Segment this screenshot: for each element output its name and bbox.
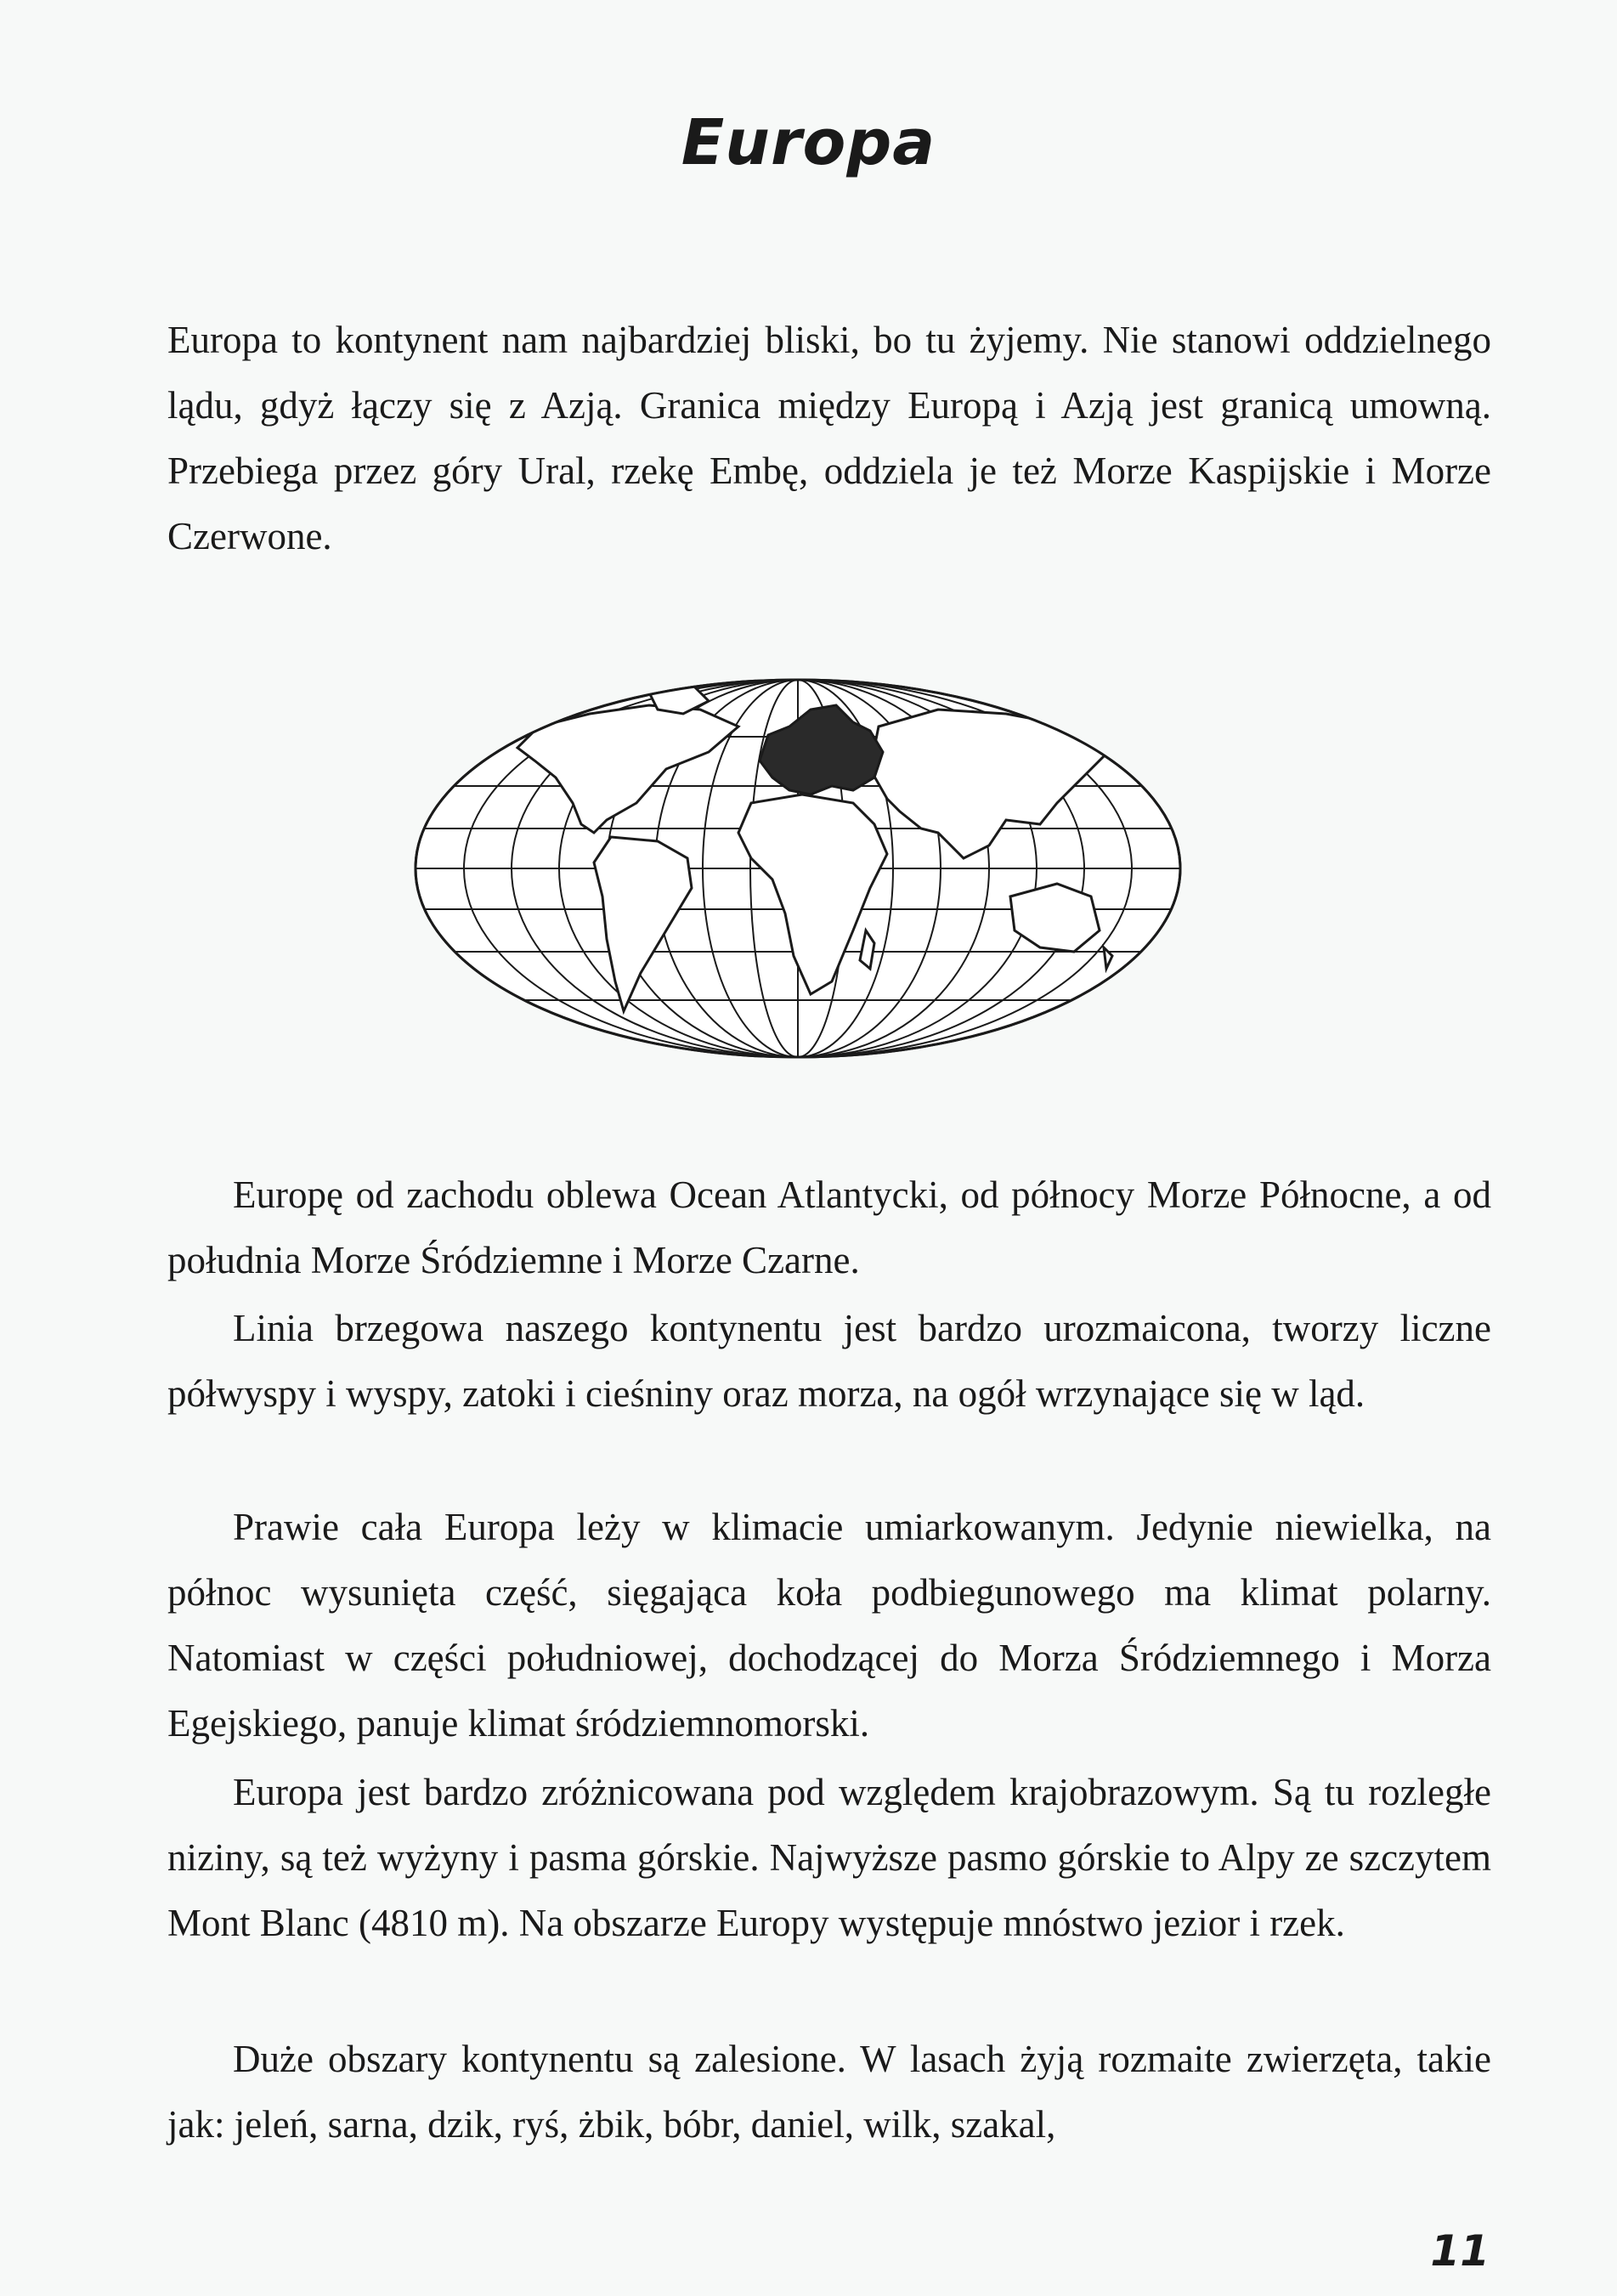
paragraph-seas: Europę od zachodu oblewa Ocean Atlantycki, od północy Morze Północne, a od południa Morze Śródziemne i Morze Czarne. <box>167 1173 1491 1281</box>
paragraph-landscape: Europa jest bardzo zróżnicowana pod względem krajobrazowym. Są tu rozległe niziny, są też wyżyny i pasma górskie. Najwyższe pasmo górskie to Alpy ze szczytem Mont Blanc (4810 m). Na obszarze Europy występuje mnóstwo jezior i rzek. <box>167 1771 1491 1944</box>
world-map-svg <box>411 676 1184 1062</box>
paragraph-forests: Duże obszary kontynentu są zalesione. W lasach żyją rozmaite zwierzęta, takie jak: jeleń, sarna, dzik, ryś, żbik, bóbr, daniel, wilk, szakal, <box>167 2038 1491 2146</box>
world-map-icon <box>411 676 1184 1062</box>
page-title: Europa <box>681 106 936 179</box>
page-number: 11 <box>1430 2226 1490 2276</box>
paragraph-climate: Prawie cała Europa leży w klimacie umiarkowanym. Jedynie niewielka, na północ wysunięta część, sięgająca koła podbiegunowego ma klimat polarny. Natomiast w części południowej, dochodzącej do Morza Śródziemnego i Morza Egejskiego, panuje klimat śródziemnomorski. <box>167 1506 1491 1745</box>
paragraph-coastline: Linia brzegowa naszego kontynentu jest bardzo urozmaicona, tworzy liczne półwyspy i wyspy, zatoki i cieśniny oraz morza, na ogół wrzynające się w ląd. <box>167 1307 1491 1415</box>
paragraph-intro: Europa to kontynent nam najbardziej bliski, bo tu żyjemy. Nie stanowi oddzielnego lądu, gdyż łączy się z Azją. Granica między Europą i Azją jest granicą umowną. Przebiega przez góry Ural, rzekę Embę, oddziela je też Morze Kaspijskie i Morze Czerwone. <box>167 319 1491 557</box>
